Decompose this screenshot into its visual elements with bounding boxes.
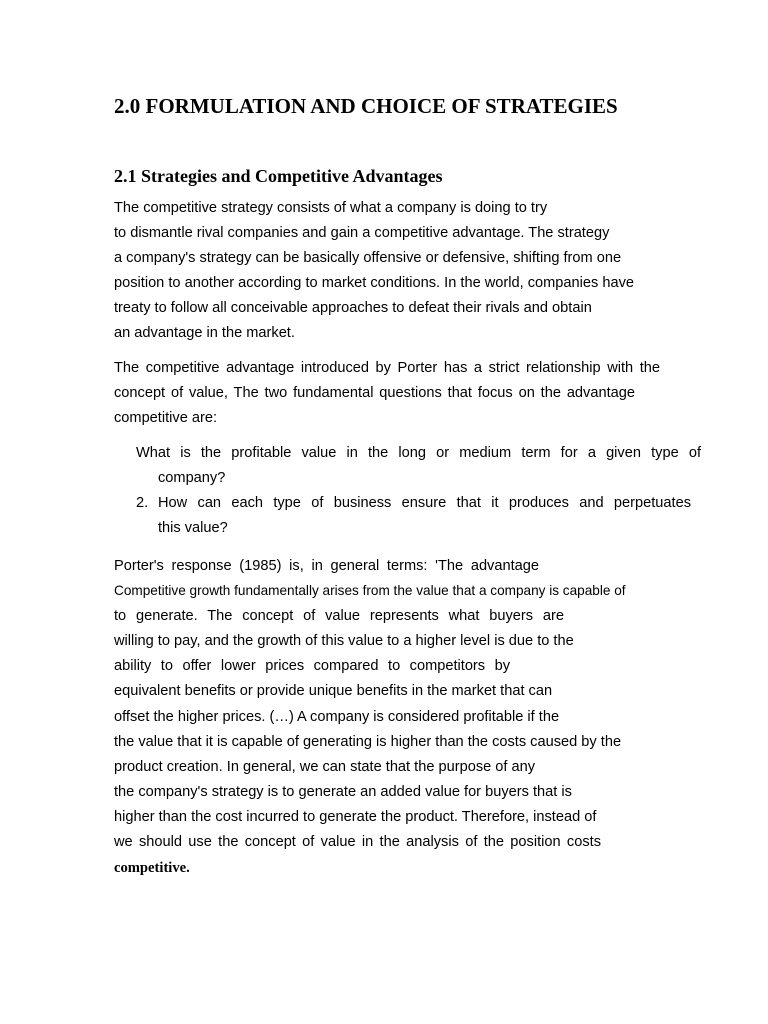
paragraph-line: Competitive growth fundamentally arises from the value that a company is capable of — [114, 583, 626, 598]
paragraph-line: to generate. The concept of value represents what buyers are — [114, 608, 564, 624]
paragraph-line: concept of value, The two fundamental questions that focus on the advantage — [114, 385, 635, 401]
paragraph-line: we should use the concept of value in the analysis of the position costs — [114, 834, 601, 850]
paragraph-line: the company's strategy is to generate an added value for buyers that is — [114, 784, 572, 800]
paragraph-line: The competitive advantage introduced by Porter has a strict relationship with the — [114, 360, 660, 376]
list-item-text: What is the profitable value in the long or medium term for a given type of — [136, 445, 701, 461]
paragraph-line: position to another according to market conditions. In the world, companies have — [114, 275, 634, 291]
paragraph-line: equivalent benefits or provide unique benefits in the market that can — [114, 683, 553, 699]
list-item-marker: 2. — [136, 495, 149, 511]
paragraph-line: higher than the cost incurred to generate the product. Therefore, instead of — [114, 809, 597, 825]
paragraph-line: treaty to follow all conceivable approaches to defeat their rivals and obtain — [114, 300, 592, 316]
paragraph-line: product creation. In general, we can state that the purpose of any — [114, 759, 536, 775]
paragraph-line: the value that it is capable of generating is higher than the costs caused by the — [114, 734, 622, 750]
paragraph-line: Porter's response (1985) is, in general terms: 'The advantage — [114, 558, 539, 574]
paragraph-line: to dismantle rival companies and gain a competitive advantage. The strategy — [114, 225, 610, 241]
paragraph-line: an advantage in the market. — [114, 325, 295, 341]
subsection-heading: 2.1 Strategies and Competitive Advantages — [114, 166, 443, 186]
paragraph-line: ability to offer lower prices compared to competitors by — [114, 658, 510, 674]
list-item-text: How can each type of business ensure that it produces and perpetuates — [158, 495, 691, 511]
paragraph-line: offset the higher prices. (…) A company is considered profitable if the — [114, 709, 560, 725]
paragraph-line: willing to pay, and the growth of this value to a higher level is due to the — [114, 633, 574, 649]
list-item-text: company? — [158, 470, 226, 486]
section-heading: 2.0 FORMULATION AND CHOICE OF STRATEGIES — [114, 94, 618, 118]
paragraph-line: The competitive strategy consists of what a company is doing to try — [114, 200, 548, 216]
paragraph-line: competitive are: — [114, 410, 218, 426]
paragraph-line: a company's strategy can be basically offensive or defensive, shifting from one — [114, 250, 622, 266]
paragraph-line-bold: competitive. — [114, 860, 190, 876]
list-item-text: this value? — [158, 520, 228, 536]
